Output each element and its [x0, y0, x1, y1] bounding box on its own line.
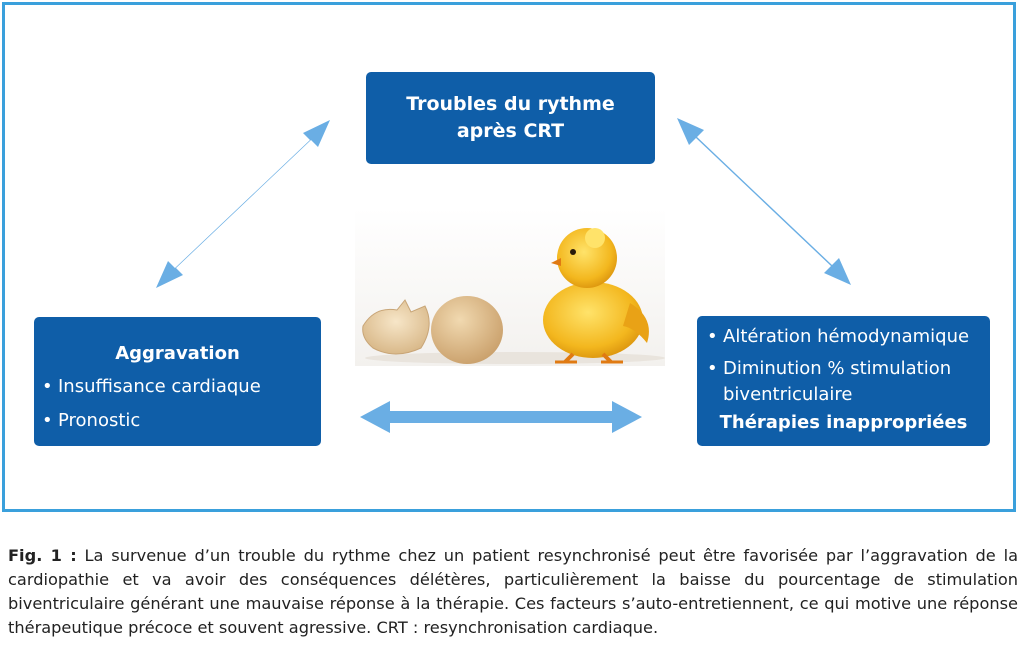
rhythm-disorders-box: [366, 72, 655, 164]
caption-text: La survenue d’un trouble du rythme chez un patient resynchronisé peut être favorisée par l’aggravation de la cardiopathie et va avoir des conséquences délétères, particulièrement la baisse du pourcentage de stimulation biventriculaire générant une mauvaise réponse à la thérapie. Ces facteurs s’auto-entretiennent, ce qui motive une réponse thérapeutique précoce et souvent agressive. CRT : resynchronisation cardiaque.: [8, 546, 1018, 637]
aggravation-heading: Aggravation: [115, 343, 240, 364]
bullet-icon: •: [42, 376, 53, 397]
eggshell-half-icon: [363, 300, 429, 354]
list-item: [707, 356, 990, 408]
figure-label: Fig. 1 :: [8, 546, 77, 565]
egg-icon: [431, 296, 503, 364]
bullet-icon: •: [42, 410, 53, 431]
list-item: [42, 374, 321, 400]
inappropriate-therapies-label: Thérapies inappropriées: [719, 412, 968, 433]
chick-and-eggshell-photo: [355, 208, 665, 366]
double-arrow-bottom: [360, 401, 642, 433]
aggravation-box: [34, 317, 321, 446]
bullet-text: Insuffisance cardiaque: [58, 376, 261, 397]
chick-illustration: [355, 208, 665, 366]
bullet-icon: •: [707, 358, 718, 379]
figure-caption: [8, 544, 1018, 640]
chick-icon: [543, 228, 649, 362]
bullet-text: Altération hémodynamique: [723, 326, 970, 347]
list-item: [707, 324, 990, 350]
top-box-line2: après CRT: [456, 120, 565, 142]
bullet-text-line2: biventriculaire: [723, 384, 853, 405]
bullet-text-line1: Diminution % stimulation: [723, 358, 952, 379]
double-arrow-top-right: [677, 118, 851, 285]
top-box-line1: Troubles du rythme: [406, 93, 615, 115]
bullet-text: [723, 356, 951, 408]
bullet-text: Pronostic: [58, 410, 141, 431]
consequences-box: [697, 316, 990, 446]
list-item: [42, 408, 321, 434]
bullet-icon: •: [707, 326, 718, 347]
double-arrow-left-top: [156, 120, 330, 288]
